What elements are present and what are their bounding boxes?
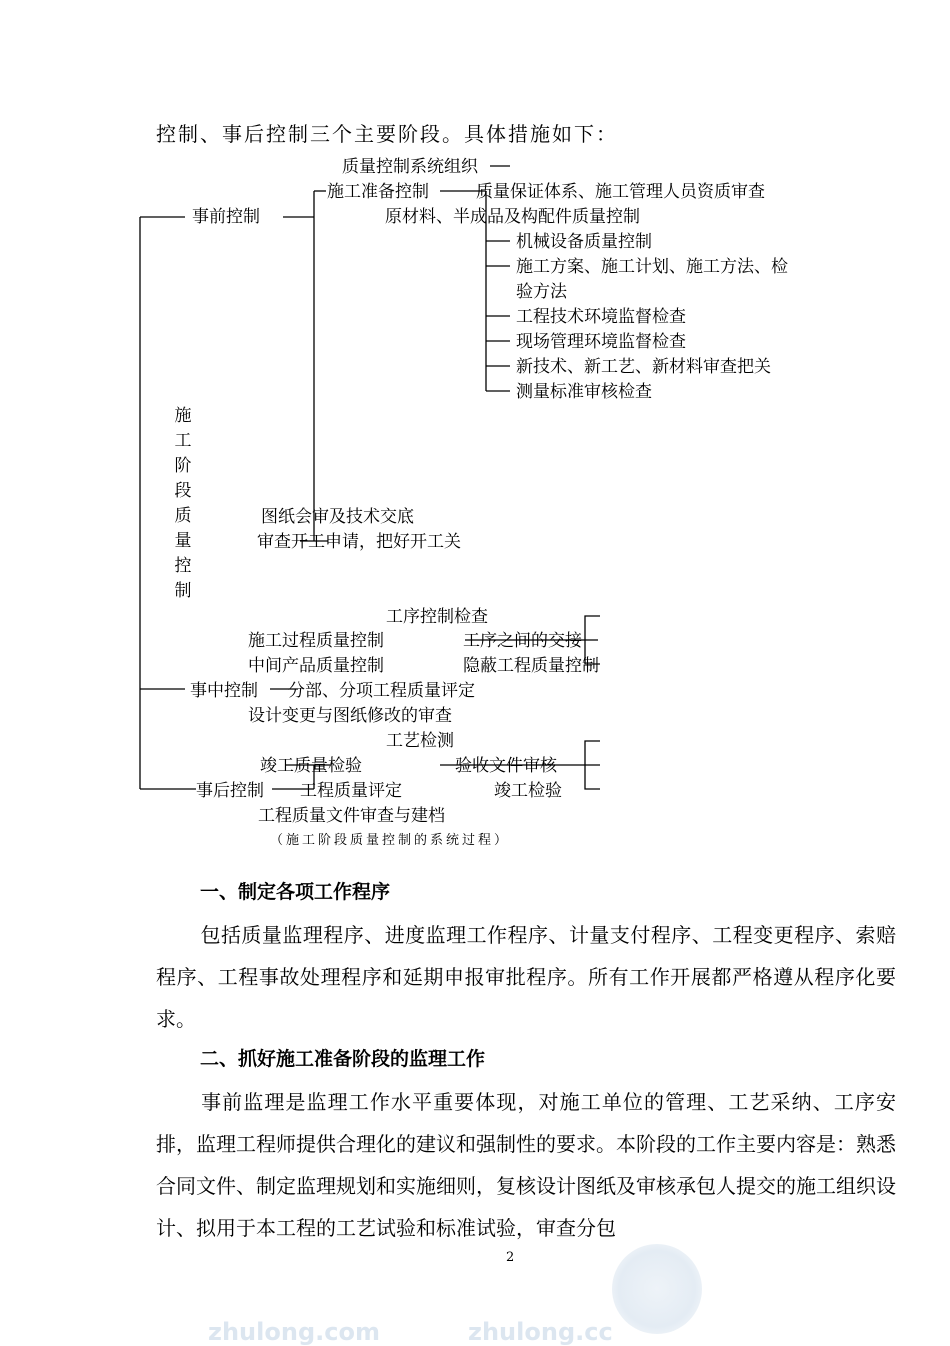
drawing-review-label: 图纸会审及技术交底 [261, 507, 414, 527]
start-review-label: 审查开工申请，把好开工关 [257, 532, 461, 552]
vertical-char: 段 [174, 481, 192, 501]
watermark-logo-icon [612, 1244, 702, 1334]
prep-item: 现场管理环境监督检查 [516, 332, 686, 352]
handover-label: 工序之间的交接 [463, 631, 582, 651]
vertical-char: 量 [174, 531, 192, 551]
vertical-char: 质 [174, 506, 192, 526]
watermark-text: zhulong.com [208, 1318, 380, 1346]
diagram-caption: （施工阶段质量控制的系统过程） [270, 833, 511, 848]
pre-control-label: 事前控制 [192, 207, 260, 227]
vertical-char: 控 [174, 556, 192, 576]
section-paragraph [156, 1081, 896, 1249]
design-change-label: 设计变更与图纸修改的审查 [248, 706, 452, 726]
completion-check-label: 竣工检验 [494, 781, 562, 801]
prep-item: 测量标准审核检查 [516, 382, 652, 402]
paragraph-text: 包括质量监理程序、进度监理工作程序、计量支付程序、工程变更程序、索赔程序、工程事故处理程序和延期申报审批程序。所有工作开展都严格遵从程序化要求。 [156, 923, 896, 1031]
intermediate-product-label: 中间产品质量控制 [248, 656, 384, 676]
section-heading: 二、抓好施工准备阶段的监理工作 [200, 1048, 486, 1070]
prep-item: 施工方案、施工计划、施工方法、检 [516, 257, 788, 277]
prep-control-label: 施工准备控制 [327, 182, 429, 202]
paragraph-text: 事前监理是监理工作水平重要体现，对施工单位的管理、工艺采纳、工序安排，监理工程师提供合理化的建议和强制性的要求。本阶段的工作主要内容是：熟悉合同文件、制定监理规划和实施细则，复核设计图纸及审核承包人提交的施工组织设计、拟用于本工程的工艺试验和标准试验，审查分包 [156, 1090, 896, 1240]
section-paragraph [156, 914, 896, 1040]
archive-label: 工程质量文件审查与建档 [258, 806, 445, 826]
process-check-label: 工序控制检查 [386, 607, 488, 627]
prep-item: 质量保证体系、施工管理人员资质审查 [476, 182, 765, 202]
subdivision-eval-label: 分部、分项工程质量评定 [288, 681, 475, 701]
prep-item: 工程技术环境监督检查 [516, 307, 686, 327]
vertical-char: 施 [174, 406, 192, 426]
page-number: 2 [506, 1250, 515, 1265]
post-control-label: 事后控制 [196, 781, 264, 801]
org-label: 质量控制系统组织 [342, 157, 478, 177]
process-quality-label: 施工过程质量控制 [248, 631, 384, 651]
watermark-text: zhulong.cc [468, 1318, 613, 1346]
acceptance-docs-label: 验收文件审核 [455, 756, 557, 776]
mid-control-label: 事中控制 [190, 681, 258, 701]
vertical-char: 阶 [174, 456, 192, 476]
prep-item: 机械设备质量控制 [516, 232, 652, 252]
quality-eval-label: 工程质量评定 [300, 781, 402, 801]
concealed-works-label: 隐蔽工程质量控制 [463, 656, 599, 676]
intro-text: 控制、事后控制三个主要阶段。具体措施如下： [156, 122, 618, 146]
completion-inspection-label: 竣工质量检验 [260, 756, 362, 776]
vertical-char: 制 [174, 581, 192, 601]
craft-test-label: 工艺检测 [386, 731, 454, 751]
section-heading: 一、制定各项工作程序 [200, 881, 391, 903]
prep-item: 原材料、半成品及构配件质量控制 [385, 207, 640, 227]
vertical-char: 工 [174, 431, 192, 451]
construction-stage-quality-control-label [172, 404, 194, 604]
prep-item: 验方法 [516, 282, 567, 302]
prep-item: 新技术、新工艺、新材料审查把关 [516, 357, 771, 377]
